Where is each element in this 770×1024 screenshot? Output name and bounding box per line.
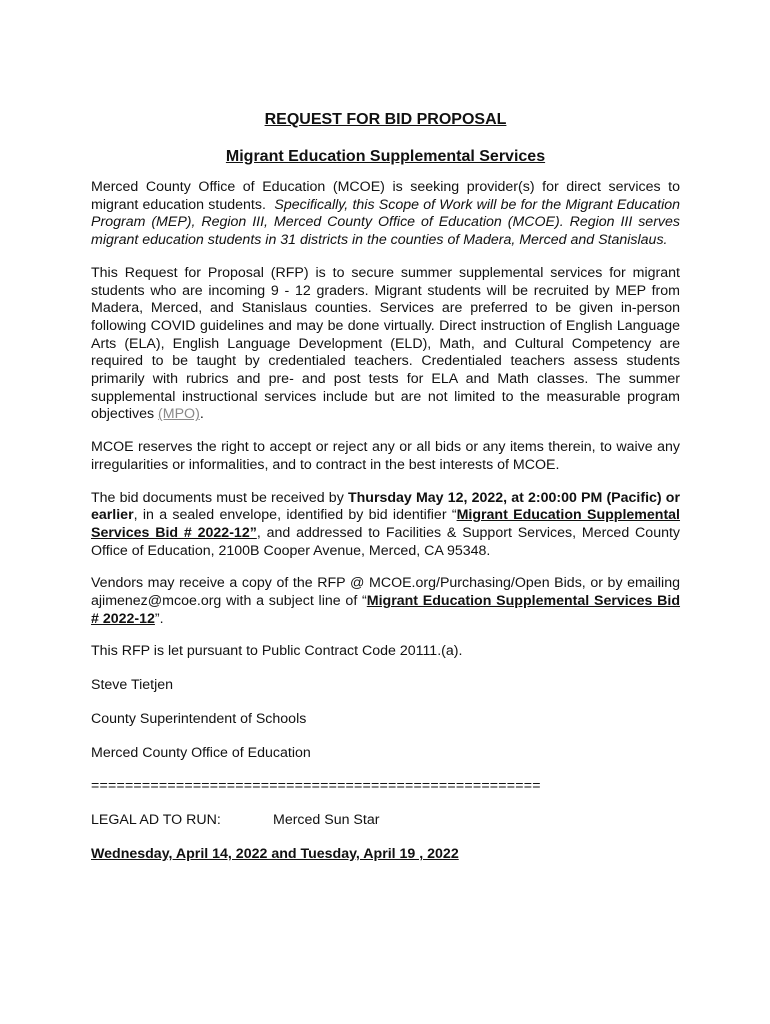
contract-code-line: This RFP is let pursuant to Public Contract Code 20111.(a). [91, 643, 463, 660]
rfp-purpose-text: This Request for Proposal (RFP) is to secure summer supplemental services for migrant students who are incoming 9 - 12 graders. Migrant students will be recruited by MEP from Madera, Merced, and Stanislaus counties. Services are preferred to be given in-person following COVID guidelines and may be done virtually. Direct instruction of English Language Arts (ELA), English Language Development (ELD), Math, and Cultural Competency are required to be taught by credentialed teachers. Credentialed teachers assess students primarily with rubrics and pre- and post tests for ELA and Math classes. The summer supplemental instructional services include but are not limited to the measurable program objectives [91, 264, 680, 423]
vendor-text: Vendors may receive a copy of the RFP @ MCOE.org/Purchasing/Open Bids, or by emailing ajimenez@mcoe.org with a subject line of “ [91, 575, 680, 610]
legal-ad-newspaper: Merced Sun Star [273, 812, 380, 829]
signer-organization: Merced County Office of Education [91, 744, 311, 761]
document-subtitle: Migrant Education Supplemental Services [225, 148, 546, 165]
deadline-lead: The bid documents must be received by [91, 489, 348, 506]
deadline-middle: , in a sealed envelope, identified by bid identifier “ [133, 507, 457, 524]
reservation-paragraph: MCOE reserves the right to accept or reject any or all bids or any items therein, to waive any irregularities or informalities, and to contract in the best interests of MCOE. [91, 439, 680, 473]
bid-identifier: Migrant Education Supplemental Services Bid # 2022-12” [91, 507, 681, 541]
run-dates: Wednesday, April 14, 2022 and Tuesday, April 19 , 2022 [91, 846, 459, 863]
vendor-paragraph [91, 575, 680, 628]
signature-block [91, 643, 680, 762]
rfp-purpose-paragraph [91, 265, 680, 424]
mpo-link[interactable]: (MPO) [158, 406, 200, 423]
scope-text: Specifically, this Scope of Work will be for the Migrant Education Program (MEP), Region III, Merced County Office of Education (MCOE). Region III serves migrant education students in 31 districts in the counties of Madera, Merced and Stanislaus. [91, 196, 681, 249]
separator-line: ===================================================== [91, 778, 541, 795]
signer-name: Steve Tietjen [91, 677, 174, 694]
deadline-address: , and addressed to Facilities & Support Services, Merced County Office of Education, 2100B Cooper Avenue, Merced, CA 95348. [91, 524, 681, 559]
intro-paragraph [91, 179, 680, 250]
document-title: REQUEST FOR BID PROPOSAL [264, 111, 507, 128]
document-body [91, 110, 680, 863]
intro-text: Merced County Office of Education (MCOE) is seeking provider(s) for direct services to migrant education students. [91, 179, 680, 213]
vendor-end: ”. [154, 610, 164, 627]
deadline-date: Thursday May 12, 2022, at 2:00:00 PM (Pacific) or earlier [91, 489, 680, 524]
legal-ad-label: LEGAL AD TO RUN: [91, 812, 221, 829]
legal-ad-line [91, 811, 680, 829]
signer-title: County Superintendent of Schools [91, 710, 307, 727]
rfp-purpose-end: . [199, 406, 204, 423]
email-subject: Migrant Education Supplemental Services Bid # 2022-12 [91, 593, 681, 627]
deadline-paragraph [91, 490, 680, 561]
